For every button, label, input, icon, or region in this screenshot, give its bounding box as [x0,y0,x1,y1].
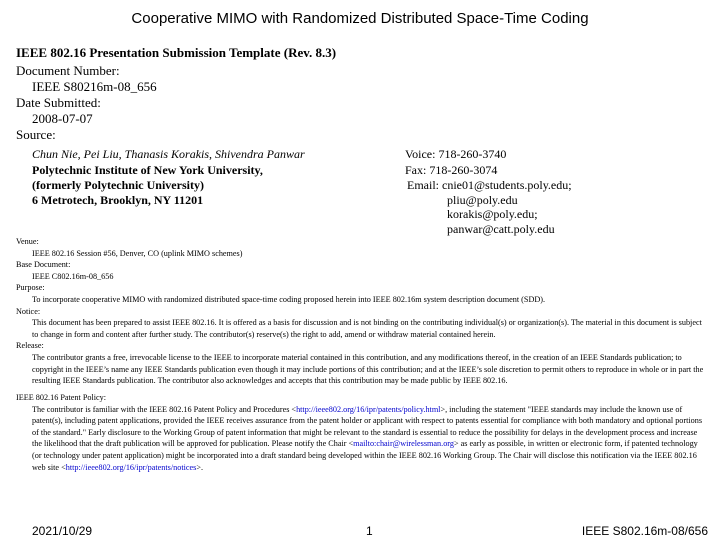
patent-text-3: > as early as possible, in written or electronic form, if patented technology (or technology under patent application) might be incorporated into a draft standard being developed within the IEEE 802.16 Working Group. The Chair will disclose this notification via the IEEE 802.16 web site < [32,439,698,472]
affiliation-1: Polytechnic Institute of New York University, [32,163,263,177]
email-3[interactable]: korakis@poly.edu; [447,207,538,221]
patent-text [16,404,706,474]
fax: Fax: 718-260-3074 [405,163,498,177]
email-2[interactable]: pliu@poly.edu [447,193,518,207]
patent-label: IEEE 802.16 Patent Policy: [16,393,107,402]
email-1[interactable]: cnie01@students.poly.edu; [442,178,572,192]
affiliation-2: (formerly Polytechnic University) [32,178,204,192]
slide-title: Cooperative MIMO with Randomized Distributed Space-Time Coding [131,10,589,27]
date-label: Date Submitted: [16,95,101,110]
patent-notices-link[interactable]: http://ieee802.org/16/ipr/patents/notices [65,462,197,472]
voice: Voice: 718-260-3740 [405,147,507,161]
release-text: The contributor grants a free, irrevocable license to the IEEE to incorporate material contained in this contribution, and any modifications thereof, in the creation of an IEEE Standards publication; to copyright in the IEEE’s name any IEEE Standards publication even though it may include portions of this contribution; and at the IEEE’s sole discretion to permit others to reproduce in whole or in part the resulting IEEE Standards publication. The contributor also acknowledges and accepts that this contribution may be made public by IEEE 802.16. [32,352,704,386]
fine-print-block [16,236,706,387]
venue-value: IEEE 802.16 Session #56, Denver, CO (uplink MIMO schemes) [32,248,243,258]
email-4[interactable]: panwar@catt.poly.edu [447,222,555,236]
patent-text-2: >, including the statement "IEEE standards may include the known use of patent(s), including patent applications, provided the IEEE receives assurance from the patent holder or applicant with respect to patents essential for compliance with both mandatory and optional portions of the standard." Early disclosure to the Working Group of patent information that might be relevant to the standard is essential to reduce the possibility for delays in the development process and increase the likelihood that the draft publication will be approved for publication. Please notify the Chair < [32,404,703,449]
footer-doc-id: IEEE S802.16m-08/656 [581,524,708,538]
base-doc-value: IEEE C802.16m-08_656 [32,271,114,281]
address: 6 Metrotech, Brooklyn, NY 11201 [32,193,204,207]
release-label: Release: [16,341,44,351]
patent-text-4: >. [196,462,204,472]
doc-number-label: Document Number: [16,63,120,78]
chair-email-link[interactable]: mailto:chair@wirelessman.org [353,439,454,449]
footer-date: 2021/10/29 [32,524,93,538]
template-title: IEEE 802.16 Presentation Submission Template (Rev. 8.3) [16,45,337,60]
doc-number-value: IEEE S80216m-08_656 [32,79,157,94]
authors: Chun Nie, Pei Liu, Thanasis Korakis, Shivendra Panwar [32,147,305,161]
notice-label: Notice: [16,306,41,316]
patent-block [16,392,706,473]
patent-text-1: The contributor is familiar with the IEEE 802.16 Patent Policy and Procedures < [32,404,297,414]
venue-label: Venue: [16,237,39,246]
date-value: 2008-07-07 [32,111,93,126]
email-line [407,177,572,193]
patent-policy-link[interactable]: http://ieee802.org/16/ipr/patents/policy.html [296,404,441,414]
purpose-label: Purpose: [16,283,45,293]
email-label: Email: [407,178,439,192]
notice-text: This document has been prepared to assist IEEE 802.16. It is offered as a basis for discussion and is not binding on the contributing individual(s) or organization(s). The material in this document is subject to change in form and content after further study. The contributor(s) reserve(s) the right to add, amend or withdraw material contained herein. [32,318,702,339]
source-label: Source: [16,127,56,142]
purpose-text: To incorporate cooperative MIMO with randomized distributed space-time coding proposed herein into IEEE 802.16m system description document (SDD). [32,294,546,304]
footer-page-number: 1 [366,524,373,538]
base-doc-label: Base Document: [16,260,71,270]
